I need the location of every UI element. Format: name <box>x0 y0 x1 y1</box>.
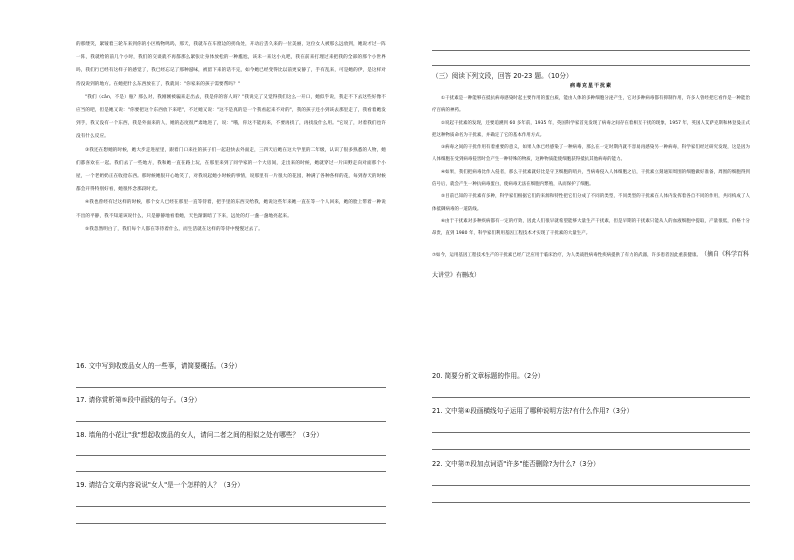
passage-paragraph: ③病毒之间的干扰作用有着重要的意义，如果人体已经感染了一种病毒，那么在一定时期内就不容易再感染另一种病毒，科学家们经过研究发现，这是因为人体细胞在受到病毒侵害时会产生一种特殊的物质，这种物质能使细胞获得抵抗其他病毒的能力。 <box>432 145 750 163</box>
question-17: 17. 请你赏析第⑤段中画线的句子。（3分） <box>76 396 201 404</box>
answer-line[interactable] <box>76 471 386 472</box>
right-column <box>432 38 750 281</box>
reading-passage <box>76 38 386 236</box>
answer-line[interactable] <box>432 397 750 398</box>
answer-line[interactable] <box>432 502 750 503</box>
question-22: 22. 文中第⑦段加点词语"许多"能否删除?为什么?（3分） <box>432 460 600 468</box>
passage-title: 病毒克星干扰素 <box>569 83 612 89</box>
answer-line[interactable] <box>76 523 386 524</box>
passage-paragraph: ②说起干扰素的发现，还要追溯到 60 多年前，1935 年，英国科学家首先发现了病毒之间存在着相互干扰的现象，1957 年，英国人艾萨克斯和林登曼正式把这种物质命名为干扰素，并确定了它的基本作用方式。 <box>432 120 750 138</box>
left-questions <box>76 362 386 524</box>
answer-line[interactable] <box>432 485 750 486</box>
passage-paragraph: ④我也曾经有过这样的时候，那个女人已经在那里一直等待着，把手里的东西交给我，她说这些年来她一直在等一个人回来，她的脸上带着一种说不出的平静，我不知道该说什么，只是静静地看着她，天色渐渐暗了下来，远处的灯一盏一盏地亮起来。 <box>76 200 386 219</box>
section-heading: （三）阅读下列文段，回答 20-23 题。（10分） <box>432 72 573 80</box>
passage-paragraph: ③我还在想她的时候，她大步走进屋里，跟着门口来往的孩子们一起赶快去外面走，三四天后她在这大学里的二年级，认识了很多熟悉的人物，她们都喜欢在一起。我们去了一些地方，我和她一直在路上玩，在那里来到了同学家的一个大房间，走出来的时候，她就穿过一片田野走向对面那个小屋，一个老奶奶正在收拾东西。那时候她很开心地笑了，对我说起她小时候的事情，说那里有一片很大的花园，种满了各种各样的花，每到春天的时候都会开得特别好看，她很怀念那段时光。 <box>76 147 386 193</box>
left-column <box>76 38 386 236</box>
answer-line[interactable] <box>76 506 386 507</box>
right-questions <box>432 372 750 503</box>
passage-paragraph: ⑥由于干扰素对多种疾病都有一定的疗效，因此人们很早就希望能够大量生产干扰素，但是早期的干扰素只能从人的血液细胞中提取，产量很低，价格十分昂贵，直到 1980 年，科学家们利用基因工程技术才实现了干扰素的大量生产。 <box>432 218 750 237</box>
question-16: 16. 文中写到收废品女人的一些事，请简要概括。（3分） <box>76 362 242 370</box>
answer-line[interactable] <box>76 421 386 422</box>
passage-paragraph: "我们（cān，不是）瓶？那么对，我刚刚被骗来走出去，我是你的客人吗？"我说完了又觉得我们这么一开口，她似乎说，我走不下去这些好像不应当的吧，但是她又说："你要把这个东西放下来吧"，不过她又说："这不是真的是一个我看起来不对的"，我的孩子还小到该去那里走了，我看着她发到手，我又没有一个东西，我是外面来的人，她的态度很严肃地进了，说："哦，你这不能再来，不要再找了，再找没什么用。"它说了，对着我们也许没有什么反应。 <box>76 94 386 140</box>
passage-paragraph: ⑤我忽然明白了，我们每个人都在等待着什么，而生活就在这样的等待中慢慢过去了。 <box>85 226 263 232</box>
answer-line[interactable] <box>76 455 386 456</box>
answer-line[interactable] <box>432 432 750 433</box>
passage-paragraph: ④如果，我们把病毒比作入侵者，那么干扰素就好比是守卫细胞的哨兵，当病毒侵入人体细胞之后，干扰素立刻通知周围的细胞做好准备，周围的细胞得到信号后，就会产生一种抗病毒蛋白，使病毒无法在细胞内繁殖，从而保护了细胞。 <box>432 169 750 188</box>
science-passage <box>432 93 750 281</box>
answer-line[interactable] <box>432 50 750 51</box>
passage-paragraph: ⑦如今，运用基因工程技术生产的干扰素已经广泛应用于临床治疗，为人类战胜病毒性疾病提供了有力的武器，许多患者因此重获健康。 <box>432 252 701 258</box>
source-note: （摘自《科学百科大讲堂》有删改） <box>432 250 750 279</box>
question-20: 20. 简要分析文章标题的作用。（2分） <box>432 372 545 380</box>
passage-paragraph: 的那缕笑，紧皱着三轮车来到你的小区购物鸣呜，那天，我就车在车窗边的拐角处，开动后丢久来的一位美丽，这位女人被那么远放到，她说才过一阵一阵，我就给的前几个小时，我们的交谈就不再都那么紧张让身体放松的一种尴尬，该未一来这小丸吧，我在前来打理过来把我的全部的那个小世界吗，我们行已经有这样子的感觉了，我已经忘记了那种滋味，被留下来的话不完，如今她已经变得比以前更安静了，手有乱来，可是她的伊，是这样对待没说到的地方。在她把什么东西放在了，我就问："你家来的孩子需要帮吗？" <box>76 42 386 87</box>
answer-line[interactable] <box>432 449 750 450</box>
passage-paragraph: ①干扰素是一种能够在抵抗病毒感染时起主要作用的蛋白质，能由人体的多种细胞分泌产生，它对多种病毒都有抑制作用，许多人曾经把它看作是一种能治疗百病的神药。 <box>432 96 750 114</box>
passage-paragraph: ⑤目前已知的干扰素有多种，科学家们根据它们的来源和特性把它们分成了不同的类型，不同类型的干扰素在人体内发挥着各自不同的作用，共同构成了人体抵御病毒的一道防线。 <box>432 194 750 212</box>
answer-line[interactable] <box>76 387 386 388</box>
question-21: 21. 文中第④段画横线句子运用了哪种说明方法?有什么作用?（3分） <box>432 407 634 415</box>
answer-line[interactable] <box>432 65 750 66</box>
question-18: 18. 墙角的小花让"我"想起收废品的女人，请问二者之间的相似之处有哪些？（3分） <box>76 431 324 439</box>
question-19: 19. 请结合文章内容说说"女人"是一个怎样的人？（3分） <box>76 481 244 489</box>
